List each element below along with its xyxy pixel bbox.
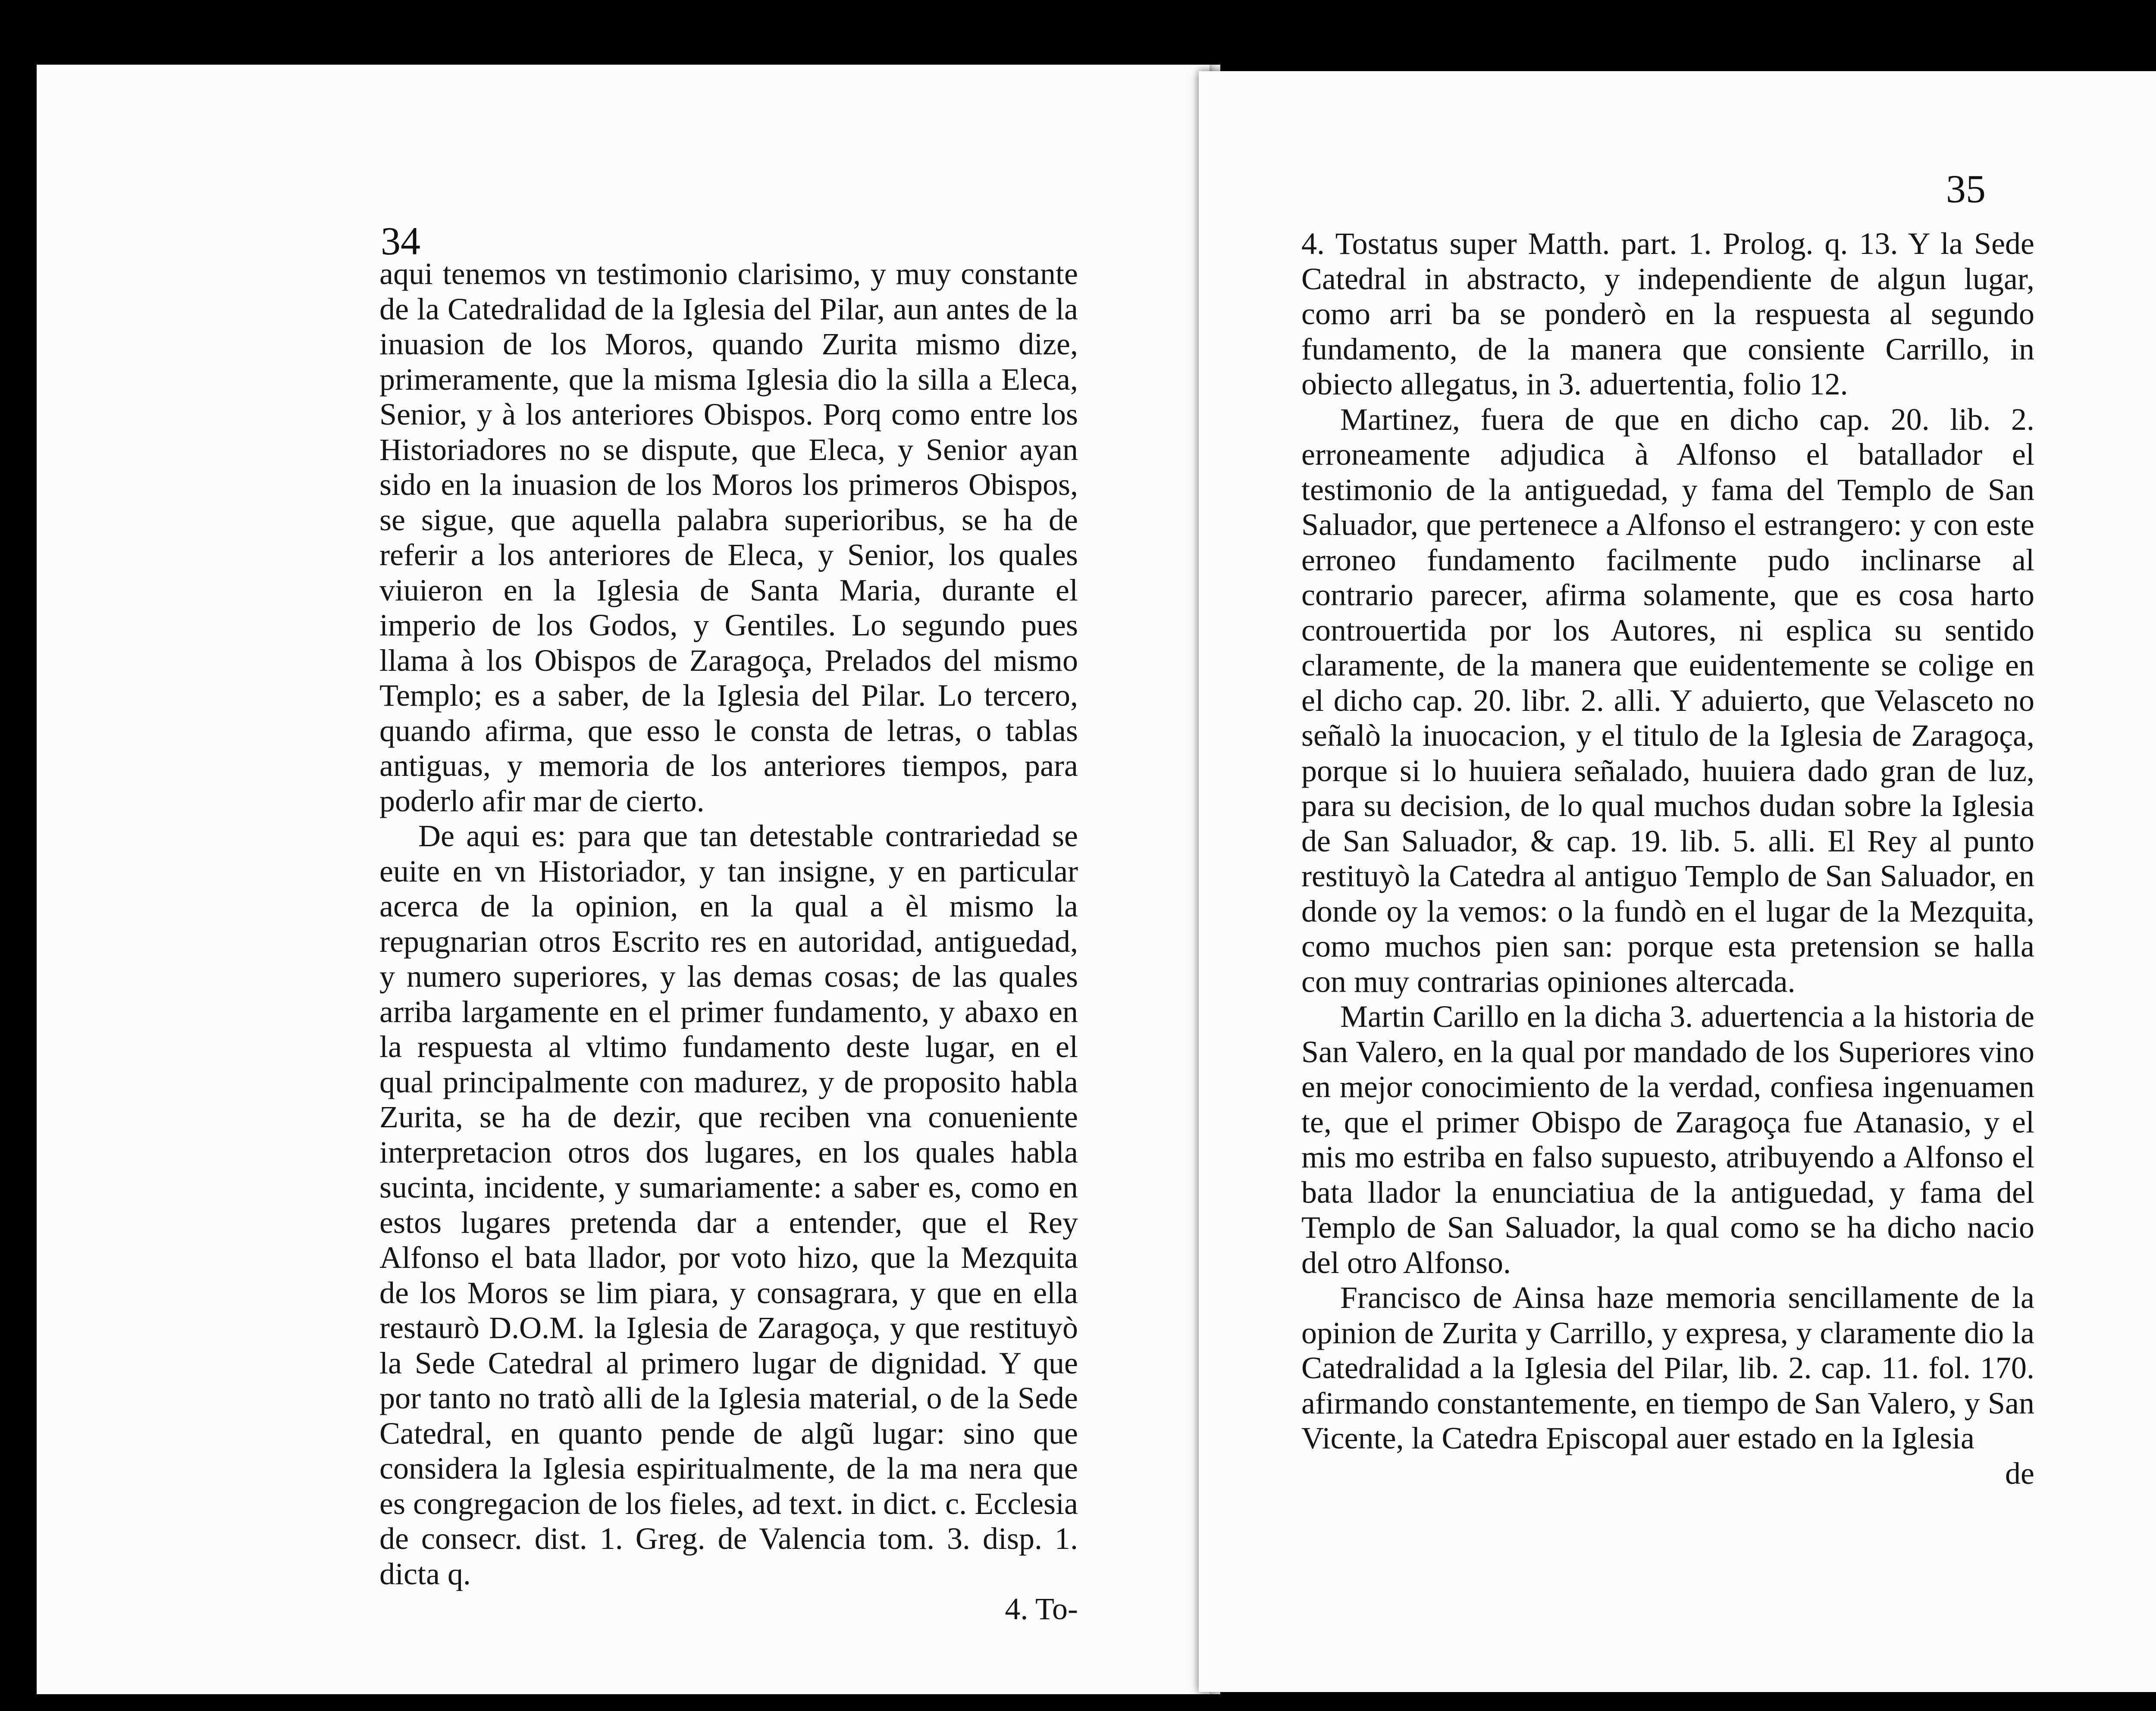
right-catchword: de: [2005, 1456, 2034, 1491]
left-paragraph-1: aqui tenemos vn testimonio clarisimo, y muy constante de la Catedralidad de la Iglesia del Pilar, aun antes de la inuasion de los Moros, quando Zurita mismo dize, primeramente, que la misma Iglesia dio la silla a Eleca, Senior, y à los anteriores Obispos. Porq como entre los Historiadores no se dispute, que Eleca, y Senior ayan sido en la inuasion de los Moros los primeros Obispos, se sigue, que aquella palabra superioribus, se ha de referir a los anteriores de Eleca, y Senior, los quales viuieron en la Iglesia de Santa Maria, durante el imperio de los Godos, y Gentiles. Lo segundo pues llama à los Obispos de Zaragoça, Prelados del mismo Templo; es a saber, de la Iglesia del Pilar. Lo tercero, quando afirma, que esso le consta de letras, o tablas antiguas, y memoria de los anteriores tiempos, para poderlo afir mar de cierto.: [379, 256, 1078, 818]
right-paragraph-4: Francisco de Ainsa haze memoria sencillamente de la opinion de Zurita y Carrillo, y expresa, y claramente dio la Catedralidad a la Iglesia del Pilar, lib. 2. cap. 11. fol. 170. afirmando constantemente, en tiempo de San Valero, y San Vicente, la Catedra Episcopal auer estado en la Iglesia: [1301, 1280, 2034, 1455]
right-paragraph-1: 4. Tostatus super Matth. part. 1. Prolog. q. 13. Y la Sede Catedral in abstracto, y independiente de algun lugar, como arri ba se ponderò en la respuesta al segundo fundamento, de la manera que consiente Carrillo, in obiecto allegatus, in 3. aduertentia, folio 12.: [1301, 226, 2034, 401]
left-catchword: 4. To-: [1005, 1592, 1078, 1626]
left-paragraph-2: De aqui es: para que tan detestable contrariedad se euite en vn Historiador, y tan insigne, y en particular acerca de la opinion, en la qual a èl mismo la repugnarian otros Escrito res en autoridad, antiguedad, y numero superiores, y las demas cosas; de las quales arriba largamente en el primer fundamento, y abaxo en la respuesta al vltimo fundamento deste lugar, en el qual principalmente con madurez, y de proposito habla Zurita, se ha de dezir, que reciben vna conueniente interpretacion otros dos lugares, en los quales habla sucinta, incidente, y sumariamente: a saber es, como en estos lugares pretenda dar a entender, que el Rey Alfonso el bata llador, por voto hizo, que la Mezquita de los Moros se lim piara, y consagrara, y que en ella restaurò D.O.M. la Iglesia de Zaragoça, y que restituyò la Sede Catedral al primero lugar de dignidad. Y que por tanto no tratò alli de la Iglesia material, o de la Sede Catedral, en quanto pende de algũ lugar: sino que considera la Iglesia espiritualmente, de la ma nera que es congregacion de los fieles, ad text. in dict. c. Ecclesia de consecr. dist. 1. Greg. de Valencia tom. 3. disp. 1. dicta q.: [379, 819, 1078, 1591]
page-number-left: 34: [381, 219, 420, 263]
page-number-right: 35: [1946, 167, 1986, 211]
right-page-text: [1301, 226, 2034, 1491]
right-paragraph-2: Martinez, fuera de que en dicho cap. 20. lib. 2. erroneamente adjudica à Alfonso el batallador el testimonio de la antiguedad, y fama del Templo de San Saluador, que pertenece a Alfonso el estrangero: y con este erroneo fundamento facilmente pudo inclinarse al contrario parecer, afirma solamente, que es cosa harto controuertida por los Autores, ni esplica su sentido claramente, de la manera que euidentemente se colige en el dicho cap. 20. libr. 2. alli. Y aduierto, que Velasceto no señalò la inuocacion, y el titulo de la Iglesia de Zaragoça, porque si lo huuiera señalado, huuiera dado gran de luz, para su decision, de lo qual muchos dudan sobre la Iglesia de San Saluador, & cap. 19. lib. 5. alli. El Rey al punto restituyò la Catedra al antiguo Templo de San Saluador, en donde oy la vemos: o la fundò en el lugar de la Mezquita, como muchos pien san: porque esta pretension se halla con muy contrarias opiniones altercada.: [1301, 402, 2034, 999]
left-page-text: [379, 256, 1078, 1627]
right-paragraph-3: Martin Carillo en la dicha 3. aduertencia a la historia de San Valero, en la qual por mandado de los Superiores vino en mejor conocimiento de la verdad, confiesa ingenuamen te, que el primer Obispo de Zaragoça fue Atanasio, y el mis mo estriba en falso supuesto, atribuyendo a Alfonso el bata llador la enunciatiua de la antiguedad, y fama del Templo de San Saluador, la qual como se ha dicho nacio del otro Alfonso.: [1301, 999, 2034, 1280]
